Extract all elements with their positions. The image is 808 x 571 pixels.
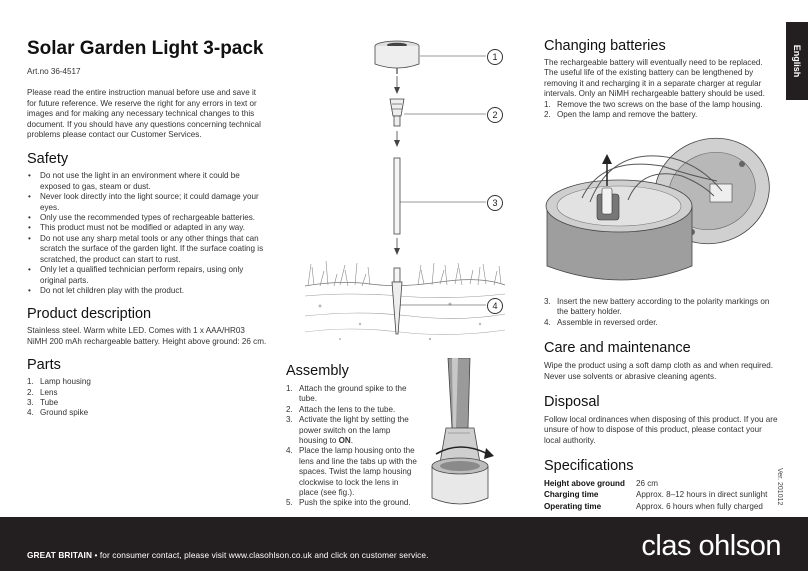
list-item: 3. Insert the new battery according to the polarity markings on the battery holder. <box>544 297 770 317</box>
list-item: 4. Place the lamp housing onto the lens and line the tabs up with the spaces. Twist the lamp housing clockwise to lock the lens in place (see fig.). <box>286 446 417 498</box>
changing-batteries-section <box>544 38 778 120</box>
tube-illustration <box>394 158 400 234</box>
list-item: 5. Push the spike into the ground. <box>286 498 411 508</box>
soil-illustration <box>305 261 505 340</box>
callout-1: 1 <box>487 49 503 65</box>
version-label: Ver. 201012 <box>776 468 783 506</box>
footer-contact: GREAT BRITAIN • for consumer contact, please visit www.clasohlson.co.uk and click on customer service. <box>27 550 429 560</box>
callout-4: 4 <box>487 298 503 314</box>
parts-list <box>27 377 267 419</box>
article-number: Art.no 36-4517 <box>27 67 81 76</box>
list-item: • Do not use the light in an environment where it could be exposed to gas, steam or dust. <box>27 171 267 192</box>
product-text: Stainless steel. Warm white LED. Comes with 1 x AAA/HR03 NiMH 200 mAh rechargeable battery. Height above ground: 26 cm. <box>27 326 267 346</box>
disposal-heading: Disposal <box>544 394 600 411</box>
specifications-table <box>544 479 767 513</box>
assembly-steps <box>286 384 418 509</box>
table-row: Operating time Approx. 6 hours when fully charged <box>544 501 763 511</box>
language-tab: English <box>786 22 808 100</box>
care-heading: Care and maintenance <box>544 340 691 357</box>
list-item: 4. Ground spike <box>27 408 89 418</box>
list-item: • Only let a qualified technician perform repairs, using only original parts. <box>27 265 267 286</box>
assembly-heading: Assembly <box>286 363 349 379</box>
changing-heading: Changing batteries <box>544 38 666 54</box>
list-item: 2. Attach the lens to the tube. <box>286 404 396 414</box>
specifications-heading: Specifications <box>544 458 634 475</box>
footer <box>0 517 808 571</box>
changing-text: The rechargeable battery will eventually need to be replaced. The useful life of the existing battery can be lengthened by removing it and recharging it in a separate charger at regular intervals. Only an NiMH rechargeable battery should be used. <box>544 58 765 99</box>
product-heading: Product description <box>27 306 152 323</box>
list-item: 3. Activate the light by setting the power switch on the lamp housing to ON. <box>286 415 409 446</box>
assembly-illustration <box>418 358 518 514</box>
lamp-housing-illustration <box>375 41 419 74</box>
safety-heading: Safety <box>27 151 69 168</box>
list-item: 3. Tube <box>27 397 59 407</box>
callout-2: 2 <box>487 107 503 123</box>
ground-spike-illustration <box>392 268 402 334</box>
parts-heading: Parts <box>27 357 61 374</box>
assembly-section <box>286 363 418 509</box>
parts-illustration <box>300 34 510 354</box>
list-item: 2. Open the lamp and remove the battery. <box>544 110 698 120</box>
callout-3: 3 <box>487 195 503 211</box>
list-item: 1. Lamp housing <box>27 377 91 387</box>
list-item: 1. Attach the ground spike to the tube. <box>286 384 407 404</box>
changing-steps-b <box>544 297 778 328</box>
list-item: • Only use the recommended types of rechargeable batteries. <box>27 213 267 223</box>
brand-logo: clas ohlson <box>641 530 781 562</box>
table-row: Height above ground 26 cm <box>544 479 659 489</box>
disposal-text: Follow local ordinances when disposing of this product. If you are unsure of how to dispose of this product, please contact your local authority. <box>544 415 778 445</box>
changing-steps-a <box>544 100 778 121</box>
intro-text: Please read the entire instruction manual before use and save it for future reference. We reserve the right for any errors in text or images and for making any necessary technical changes to this document. If you should have any questions concerning technical problems please contact our Customer Services. <box>27 88 261 140</box>
list-item: 2. Lens <box>27 387 58 397</box>
list-item: 1. Remove the two screws on the base of the lamp housing. <box>544 99 763 109</box>
list-item: 4. Assemble in reversed order. <box>544 317 658 327</box>
page-title: Solar Garden Light 3-pack <box>27 38 264 59</box>
list-item: • Do not use any sharp metal tools or any other things that can scratch the surface of the garden light. If the surface coating is scratched, the product can start to rust. <box>27 234 267 265</box>
list-item: • Never look directly into the light source; it could damage your eyes. <box>27 192 267 213</box>
care-text: Wipe the product using a soft damp cloth as and when required. Never use solvents or abrasive cleaning agents. <box>544 361 774 381</box>
battery-illustration <box>542 136 778 292</box>
safety-list <box>27 171 267 296</box>
list-item: • Do not let children play with the product. <box>27 286 267 296</box>
table-row: Charging time Approx. 8–12 hours in direct sunlight <box>544 490 768 500</box>
list-item: • This product must not be modified or adapted in any way. <box>27 223 267 233</box>
lens-illustration <box>390 99 404 126</box>
left-column <box>27 38 267 419</box>
changing-batteries-continued <box>544 297 778 513</box>
